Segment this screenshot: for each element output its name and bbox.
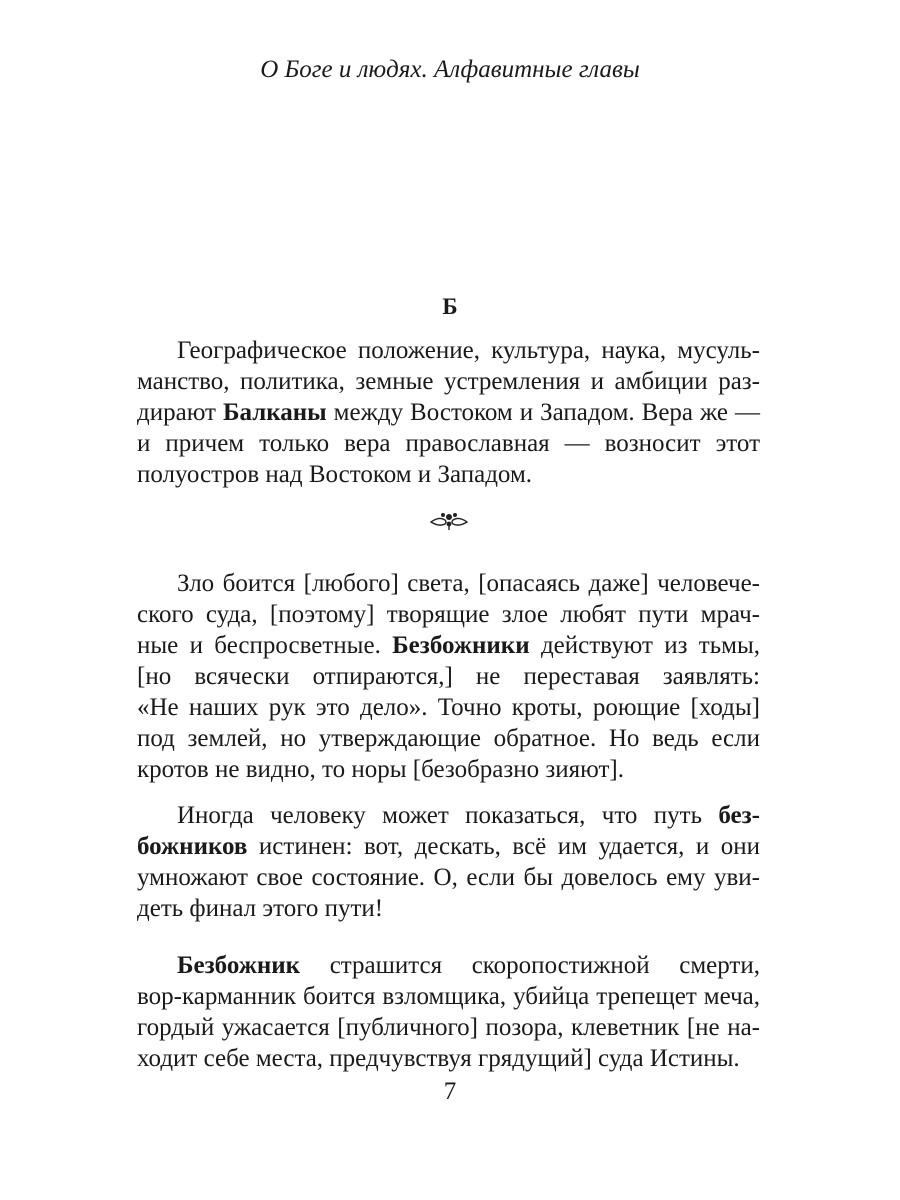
text-line xyxy=(137,692,760,723)
text-line xyxy=(137,981,760,1012)
text-run: полуостров над Востоком и Западом. xyxy=(137,461,533,488)
text-run: [но всячески отпираются,] не переставая заявлять: xyxy=(137,663,760,690)
text-run: деть финал этого пути! xyxy=(137,895,384,922)
text-line xyxy=(137,754,760,785)
text-line xyxy=(137,1012,760,1043)
text-run: под землей, но утверждающие обратное. Но ведь если xyxy=(137,725,760,752)
text-line xyxy=(137,893,760,924)
text-run: ходит себе места, предчувствуя грядущий] суда Истины. xyxy=(137,1045,740,1072)
paragraph-godless-fears xyxy=(137,950,760,1074)
text-line xyxy=(137,831,760,862)
text-line xyxy=(137,630,760,661)
text-run: и причем только вера православная — возносит этот xyxy=(137,430,760,457)
text-run: истинен: вот, дескать, всё им удается, и они xyxy=(247,833,760,860)
text-line xyxy=(137,950,760,981)
text-line xyxy=(137,862,760,893)
text-run: Иногда человеку может показаться, что путь xyxy=(177,802,719,829)
text-line xyxy=(137,397,760,428)
text-line xyxy=(137,1043,760,1074)
paragraph-evil-fears-light xyxy=(137,568,760,785)
text-line xyxy=(137,335,760,366)
text-run: вор-карманник боится взломщика, убийца трепещет меча, xyxy=(137,983,760,1010)
running-head: О Боге и людях. Алфавитные главы xyxy=(260,56,640,83)
text-run: гордый ужасается [публичного] позора, клеветник [не на- xyxy=(137,1014,760,1041)
text-line xyxy=(137,428,760,459)
fleuron-ornament-icon xyxy=(429,508,469,534)
text-run: Географическое положение, культура, наука, мусуль- xyxy=(177,337,760,364)
bold-term: Безбожник xyxy=(177,952,301,979)
text-run: дирают xyxy=(137,399,223,426)
text-run: ского суда, [поэтому] творящие злое любят пути мрач- xyxy=(137,601,760,628)
text-run: «Не наших рук это дело». Точно кроты, роющие [ходы] xyxy=(137,694,760,721)
text-run: между Востоком и Западом. Вера же — xyxy=(326,399,760,426)
text-line xyxy=(137,459,760,490)
text-run: манство, политика, земные устремления и амбиции раз- xyxy=(137,368,760,395)
paragraph-path-of-godless xyxy=(137,800,760,924)
section-letter: Б xyxy=(442,294,458,319)
bold-term: без- xyxy=(718,802,760,829)
text-line xyxy=(137,800,760,831)
text-run: Зло боится [любого] света, [опасаясь даже] человече- xyxy=(177,570,760,597)
paragraph-balkans xyxy=(137,335,760,490)
bold-term: Безбожники xyxy=(392,632,530,659)
bold-term: божников xyxy=(137,833,248,860)
page-number: 7 xyxy=(443,1078,457,1105)
text-line xyxy=(137,723,760,754)
text-run: ные и беспросветные. xyxy=(137,632,393,659)
text-line xyxy=(137,599,760,630)
bold-term: Балканы xyxy=(222,399,327,426)
text-run: страшится скоропостижной смерти, xyxy=(300,952,760,979)
text-run: кротов не видно, то норы [безобразно зияют]. xyxy=(137,756,625,783)
text-line xyxy=(137,661,760,692)
text-run: действуют из тьмы, xyxy=(529,632,761,659)
text-line xyxy=(137,366,760,397)
text-run: умножают свое состояние. О, если бы довелось ему уви- xyxy=(137,864,760,891)
text-line xyxy=(137,568,760,599)
